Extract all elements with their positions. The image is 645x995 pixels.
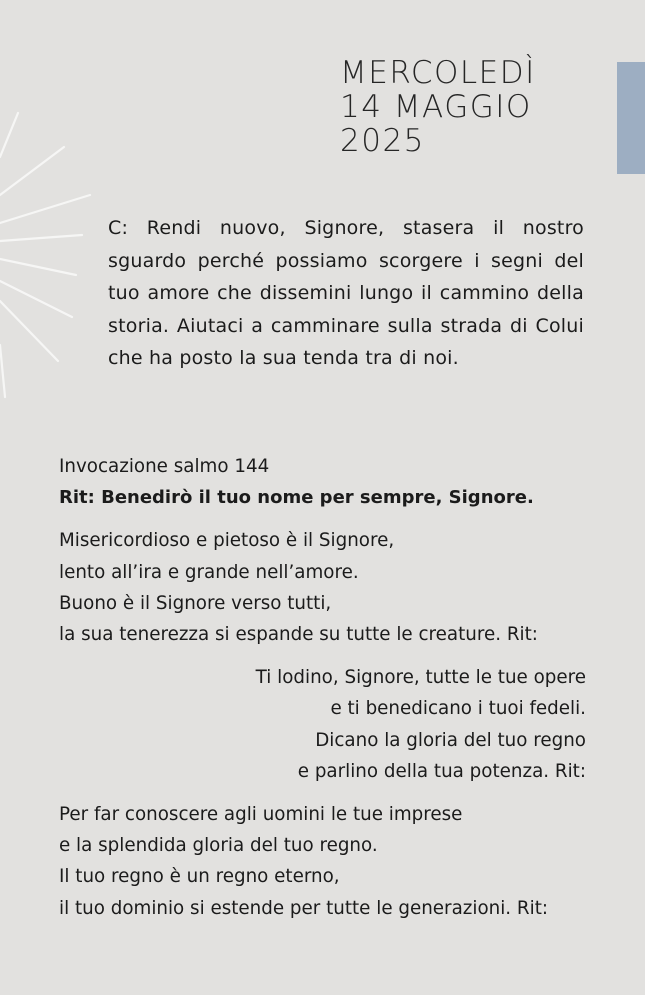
psalm-stanza-3	[59, 799, 589, 924]
psalm-refrain: Rit: Benedirò il tuo nome per sempre, Signore.	[59, 487, 534, 509]
psalm-heading: Invocazione salmo 144	[59, 456, 270, 477]
stanza-line: Dicano la gloria del tuo regno	[315, 729, 586, 751]
date-weekday: MERCOLEDÌ	[340, 55, 536, 91]
decorative-rays	[0, 95, 110, 415]
stanza-line: Il tuo regno è un regno eterno,	[59, 866, 340, 888]
date-year: 2025	[340, 123, 425, 159]
date-day-month: 14 MAGGIO	[340, 89, 532, 125]
stanza-line: e la splendida gloria del tuo regno.	[59, 835, 378, 857]
stanza-line: la sua tenerezza si espande su tutte le creature. Rit:	[59, 624, 538, 646]
stanza-line: Buono è il Signore verso tutti,	[59, 592, 332, 614]
intro-prayer: C: Rendi nuovo, Signore, stasera il nostro sguardo perché possiamo scorgere i segni del tuo amore che dissemini lungo il cammino della storia. Aiutaci a camminare sulla strada di Colui che ha posto la sua tenda tra di noi.	[108, 217, 584, 369]
stanza-line: e parlino della tua potenza. Rit:	[297, 760, 586, 782]
date-heading	[340, 56, 536, 158]
psalm-stanza-2	[59, 662, 586, 787]
stanza-line: Per far conoscere agli uomini le tue imprese	[59, 804, 463, 826]
stanza-line: Ti lodino, Signore, tutte le tue opere	[255, 667, 586, 689]
stanza-line: Misericordioso e pietoso è il Signore,	[59, 530, 395, 552]
stanza-line: il tuo dominio si estende per tutte le generazioni. Rit:	[59, 897, 549, 919]
psalm-section	[59, 451, 589, 924]
stanza-line: e ti benedicano i tuoi fedeli.	[330, 698, 586, 720]
psalm-stanza-1	[59, 525, 589, 650]
stanza-line: lento all’ira e grande nell’amore.	[59, 561, 359, 583]
accent-bar	[617, 62, 645, 174]
